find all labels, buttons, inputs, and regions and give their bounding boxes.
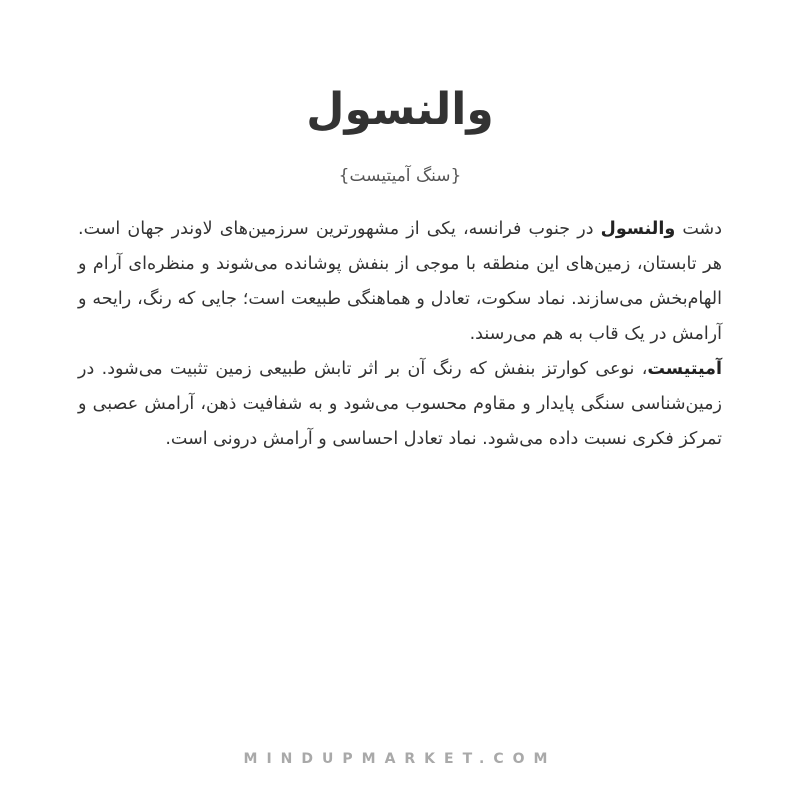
- paragraph-amethyst: [78, 352, 722, 457]
- page-title: والنسول: [306, 84, 494, 135]
- paragraph-valensole: [78, 212, 722, 352]
- footer-website: MINDUPMARKET.COM: [243, 751, 557, 767]
- body-text: [78, 212, 722, 457]
- paragraph-text: در جنوب فرانسه، یکی از مشهورترین سرزمین‌های لاوندر جهان است. هر تابستان، زمین‌های این منطقه با موجی از بنفش پوشانده می‌شوند و منظره‌ای آرام و الهام‌بخش می‌سازند. نماد سکوت، تعادل و هماهنگی طبیعت است؛ جایی که رنگ، رایحه و آرامش در یک قاب به هم می‌رسند.: [78, 219, 722, 344]
- page-subtitle: {سنگ آمیتیست}: [338, 166, 462, 186]
- paragraph-prefix: دشت: [675, 219, 723, 239]
- bold-term-valensole: والنسول: [600, 219, 676, 239]
- bold-term-amethyst: آمیتیست: [647, 359, 722, 379]
- paragraph-text: ، نوعی کوارتز بنفش که رنگ آن بر اثر تابش طبیعی زمین تثبیت می‌شود. در زمین‌شناسی سنگی پایدار و مقاوم محسوب می‌شود و به شفافیت ذهن، آرامش عصبی و تمرکز فکری نسبت داده می‌شود. نماد تعادل احساسی و آرامش درونی است.: [78, 359, 722, 449]
